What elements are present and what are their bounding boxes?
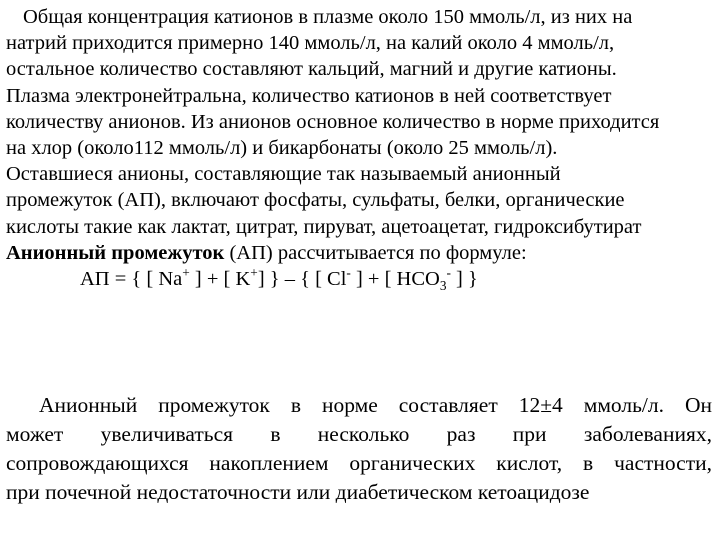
text-line: остальное количество составляют кальций, магний и другие катионы. (6, 58, 617, 81)
formula-lhs: АП = (80, 268, 132, 291)
formula-intro-text: (АП) рассчитывается по формуле: (224, 241, 527, 264)
text-line: сопровождающихся накоплением органических кислот, в частности, (6, 451, 712, 475)
text-line: промежуток (АП), включают фосфаты, сульфаты, белки, органические (6, 189, 625, 212)
text-line: натрий приходится примерно 140 ммоль/л, на калий около 4 ммоль/л, (6, 32, 615, 55)
formula-hco-subscript: 3 (439, 278, 447, 294)
anion-gap-term: Анионный промежуток (6, 241, 225, 264)
formula-k-charge: + (250, 265, 258, 281)
text-line: количеству анионов. Из анионов основное количество в норме приходится (6, 110, 660, 133)
anion-gap-formula (6, 266, 712, 292)
formula-hco-charge: - (446, 265, 451, 281)
text-line: Оставшиеся анионы, составляющие так называемый анионный (6, 163, 561, 186)
formula-cl: ] } – { [ Cl (257, 268, 347, 291)
normal-range-paragraph (6, 391, 712, 507)
formula-k: ] + [ K (189, 268, 251, 291)
text-line: кислоты такие как лактат, цитрат, пируват, ацетоацетат, гидроксибутират (6, 215, 642, 238)
text-line: может увеличиваться в несколько раз при заболеваниях, (6, 422, 712, 446)
text-line: Плазма электронейтральна, количество катионов в ней соответствует (6, 84, 612, 107)
formula-cl-charge: - (346, 265, 351, 281)
text-line: на хлор (около112 ммоль/л) и бикарбонаты (около 25 ммоль/л). (6, 137, 558, 160)
formula-close: ] } (450, 268, 478, 291)
formula-na-charge: + (182, 265, 190, 281)
formula-na: { [ Na (131, 268, 183, 291)
formula-hco: ] + [ HCO (350, 268, 440, 291)
text-line: Общая концентрация катионов в плазме около 150 ммоль/л, из них на (23, 6, 633, 28)
text-line: Анионный промежуток в норме составляет 12±4 ммоль/л. Он (39, 393, 712, 417)
intro-paragraph (6, 4, 712, 292)
formula-intro-line (6, 240, 712, 266)
text-line: при почечной недостаточности или диабетическом кетоацидозе (6, 480, 590, 504)
